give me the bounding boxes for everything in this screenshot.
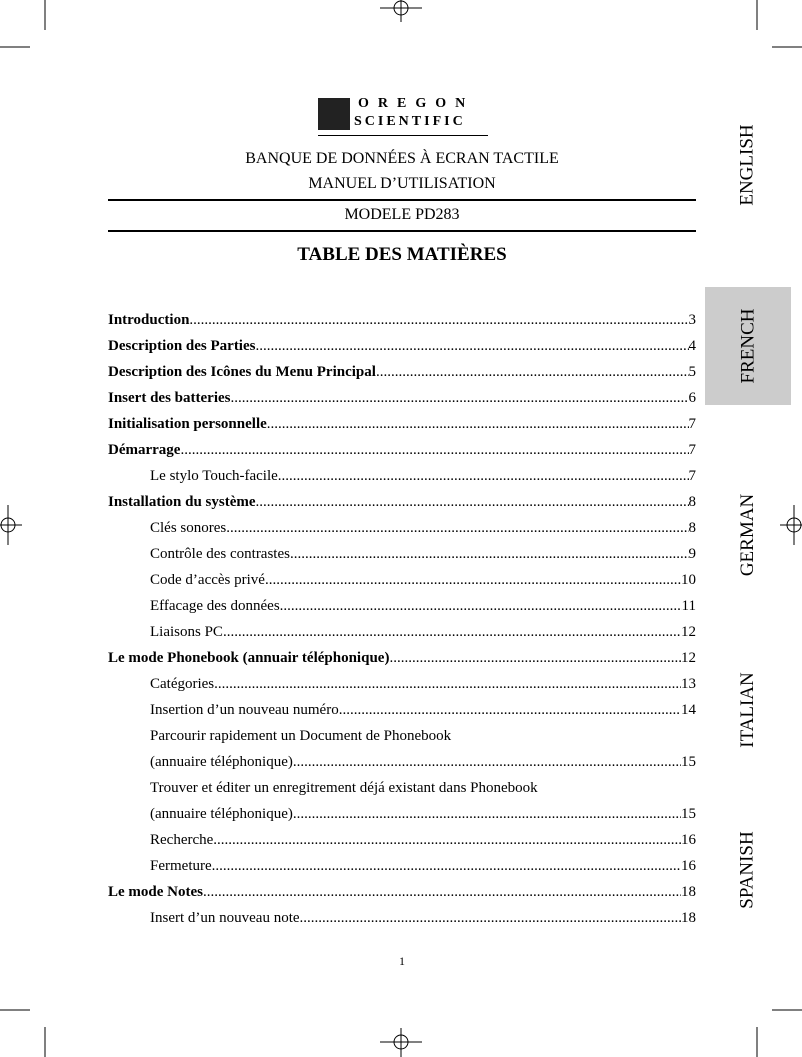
- dot-leader: [180, 440, 688, 466]
- model-number: MODELE PD283: [344, 206, 460, 223]
- toc-entry[interactable]: [108, 336, 696, 362]
- toc-entry[interactable]: [108, 440, 696, 466]
- toc-entry-title: Description des Icônes du Menu Principal: [108, 364, 376, 380]
- document-title: BANQUE DE DONNÉES À ECRAN TACTILE: [245, 150, 559, 167]
- toc-page-number: 7: [688, 442, 696, 458]
- dot-leader: [256, 492, 689, 518]
- toc-page-number: 7: [688, 468, 696, 484]
- toc-entry-title: Installation du système: [108, 494, 256, 510]
- dot-leader: [290, 544, 689, 570]
- toc-entry[interactable]: [108, 466, 696, 492]
- toc-entry-title: (annuaire téléphonique): [150, 754, 293, 770]
- logo: [318, 96, 488, 138]
- dot-leader: [376, 362, 689, 388]
- dot-leader: [339, 700, 681, 726]
- dot-leader: [293, 804, 681, 830]
- dot-leader: [265, 570, 681, 596]
- toc-entry-title: Liaisons PC: [150, 624, 223, 640]
- toc-entry[interactable]: [108, 804, 696, 830]
- toc-entry-title: Parcourir rapidement un Document de Phonebook: [150, 728, 452, 744]
- toc-entry[interactable]: [108, 362, 696, 388]
- dot-leader: [538, 778, 696, 804]
- toc-page-number: 9: [688, 546, 696, 562]
- divider: [108, 230, 696, 232]
- page-number: 1: [399, 954, 405, 968]
- toc-entry-title: Contrôle des contrastes: [150, 546, 290, 562]
- toc-entry-title: Clés sonores: [150, 520, 227, 536]
- toc-entry[interactable]: [108, 908, 696, 934]
- dot-leader: [255, 336, 688, 362]
- logo-text: SCIENTIFIC: [354, 114, 466, 129]
- dot-leader: [226, 518, 688, 544]
- registration-mark-top: [380, 0, 422, 22]
- dot-leader: [280, 596, 682, 622]
- dot-leader: [389, 648, 681, 674]
- toc-entry[interactable]: [108, 492, 696, 518]
- dot-leader: [203, 882, 681, 908]
- dot-leader: [451, 726, 696, 752]
- toc-page-number: 8: [688, 494, 696, 510]
- toc-entry-title: Description des Parties: [108, 338, 256, 354]
- registration-mark-bottom: [380, 1028, 422, 1057]
- toc-page-number: 6: [688, 390, 696, 406]
- dot-leader: [213, 830, 681, 856]
- toc-entry-title: Insert d’un nouveau note: [150, 910, 300, 926]
- tab-english[interactable]: ENGLISH: [737, 124, 758, 206]
- toc-entry-title: (annuaire téléphonique): [150, 806, 293, 822]
- toc-entry[interactable]: [108, 700, 696, 726]
- toc-entry-title: Code d’accès privé: [150, 572, 265, 588]
- table-of-contents: [108, 310, 696, 934]
- dot-leader: [230, 388, 688, 414]
- toc-entry-title: Trouver et éditer un enregitrement déjá existant dans Phonebook: [150, 780, 538, 796]
- toc-page-number: 14: [681, 702, 696, 718]
- toc-page-number: 5: [688, 364, 696, 380]
- toc-page-number: 12: [681, 624, 696, 640]
- toc-entry-title: Insertion d’un nouveau numéro: [150, 702, 339, 718]
- toc-entry[interactable]: [108, 830, 696, 856]
- toc-entry[interactable]: [108, 648, 696, 674]
- dot-leader: [212, 856, 681, 882]
- toc-entry[interactable]: [108, 310, 696, 336]
- toc-entry[interactable]: [108, 544, 696, 570]
- dot-leader: [293, 752, 681, 778]
- dot-leader: [278, 466, 689, 492]
- toc-entry[interactable]: [108, 752, 696, 778]
- toc-entry[interactable]: [108, 856, 696, 882]
- toc-page-number: 15: [681, 806, 696, 822]
- toc-page-number: 7: [688, 416, 696, 432]
- toc-page-number: 18: [681, 910, 696, 926]
- toc-page-number: 8: [688, 520, 696, 536]
- toc-entry-title: Effacage des données: [150, 598, 280, 614]
- tab-spanish[interactable]: SPANISH: [736, 831, 758, 909]
- toc-entry-title: Fermeture: [150, 858, 212, 874]
- dot-leader: [300, 908, 681, 934]
- toc-entry-title: Initialisation personnelle: [108, 416, 267, 432]
- toc-entry[interactable]: [108, 414, 696, 440]
- toc-page-number: 15: [681, 754, 696, 770]
- tab-italian[interactable]: ITALIAN: [736, 672, 758, 748]
- toc-entry-title: Démarrage: [108, 442, 181, 458]
- toc-entry-title: Recherche: [150, 832, 214, 848]
- toc-entry-title: Introduction: [108, 312, 190, 328]
- toc-page-number: 16: [681, 858, 696, 874]
- toc-entry[interactable]: [108, 622, 696, 648]
- toc-page-number: 12: [681, 650, 696, 666]
- dot-leader: [223, 622, 681, 648]
- dot-leader: [267, 414, 689, 440]
- toc-entry-title: Insert des batteries: [108, 390, 231, 406]
- toc-entry[interactable]: [108, 882, 696, 908]
- toc-page-number: 18: [681, 884, 696, 900]
- tab-french[interactable]: FRENCH: [705, 287, 791, 405]
- toc-entry[interactable]: [108, 518, 696, 544]
- tab-german[interactable]: GERMAN: [737, 493, 758, 577]
- toc-entry-title: Le mode Phonebook (annuair téléphonique): [108, 650, 390, 666]
- toc-entry[interactable]: [108, 778, 696, 804]
- logo-text: OREGON: [358, 96, 475, 111]
- toc-entry[interactable]: [108, 596, 696, 622]
- toc-entry[interactable]: [108, 726, 696, 752]
- toc-page-number: 10: [681, 572, 696, 588]
- toc-entry[interactable]: [108, 570, 696, 596]
- toc-page-number: 11: [681, 598, 696, 614]
- toc-entry-title: Catégories: [150, 676, 215, 692]
- logo-horse-icon: [318, 98, 350, 130]
- document-subtitle: MANUEL D’UTILISATION: [308, 175, 496, 192]
- toc-title: TABLE DES MATIÈRES: [297, 244, 507, 265]
- toc-entry-title: Le stylo Touch-facile: [150, 468, 278, 484]
- toc-entry[interactable]: [108, 388, 696, 414]
- toc-page-number: 3: [688, 312, 696, 328]
- toc-entry[interactable]: [108, 674, 696, 700]
- divider: [108, 199, 696, 201]
- toc-page-number: 4: [688, 338, 696, 354]
- dot-leader: [189, 310, 688, 336]
- dot-leader: [214, 674, 681, 700]
- toc-page-number: 13: [681, 676, 696, 692]
- toc-page-number: 16: [681, 832, 696, 848]
- toc-entry-title: Le mode Notes: [108, 884, 203, 900]
- registration-mark-left: [0, 505, 22, 545]
